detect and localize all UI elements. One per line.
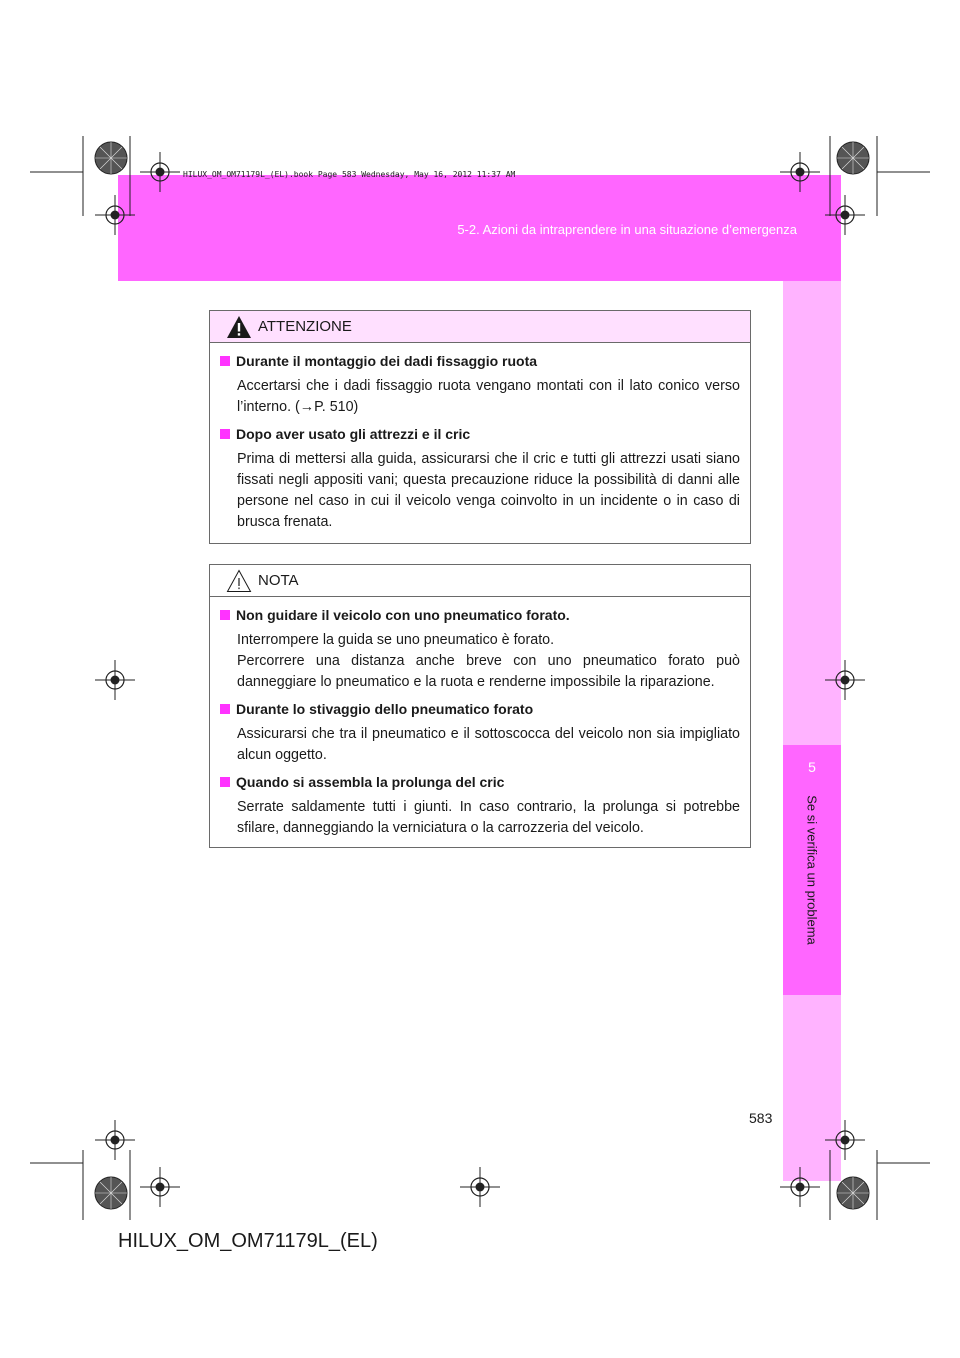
warning-item-text: Accertarsi che i dadi fissaggio ruota vengano montati con il lato conico verso l’interno. (→P. 510)	[237, 378, 740, 415]
note-title: NOTA	[258, 572, 299, 589]
note-item-title: Quando si assembla la prolunga del cric	[236, 774, 505, 790]
note-item-title: Non guidare il veicolo con uno pneumatico forato.	[236, 607, 570, 623]
chapter-label: Se si verifica un problema	[804, 795, 820, 945]
note-item-text: Interrompere la guida se uno pneumatico è forato.	[237, 632, 555, 648]
chapter-number: 5	[808, 759, 816, 775]
warning-title: ATTENZIONE	[258, 318, 352, 335]
note-item-text: Assicurarsi che tra il pneumatico e il sottoscocca del veicolo non sia impigliato alcun oggetto.	[237, 726, 740, 763]
section-title: 5-2. Azioni da intraprendere in una situazione d’emergenza	[457, 222, 797, 237]
page-number: 583	[749, 1110, 773, 1126]
note-item-text: Percorrere una distanza anche breve con uno pneumatico forato può danneggiare lo pneumatico e la ruota e renderne impossibile la riparazione.	[237, 653, 740, 690]
warning-item-title: Dopo aver usato gli attrezzi e il cric	[236, 426, 471, 442]
footer-doc-code: HILUX_OM_OM71179L_(EL)	[118, 1230, 378, 1252]
note-item-title: Durante lo stivaggio dello pneumatico forato	[236, 701, 534, 717]
file-info: HILUX_OM_OM71179L_(EL).book Page 583 Wednesday, May 16, 2012 11:37 AM	[183, 170, 516, 179]
warning-item-text: Prima di mettersi alla guida, assicurarsi che il cric e tutti gli attrezzi usati siano fissati negli appositi vani; questa precauzione riduce la possibilità di danni alle persone nel caso in cui il veicolo venga coinvolto in un incidente o in caso di brusca frenata.	[237, 451, 740, 530]
warning-item-title: Durante il montaggio dei dadi fissaggio ruota	[236, 353, 538, 369]
note-item-text: Serrate saldamente tutti i giunti. In caso contrario, la prolunga si potrebbe sfilare, danneggiando la verniciatura o la carrozzeria del veicolo.	[237, 799, 740, 836]
